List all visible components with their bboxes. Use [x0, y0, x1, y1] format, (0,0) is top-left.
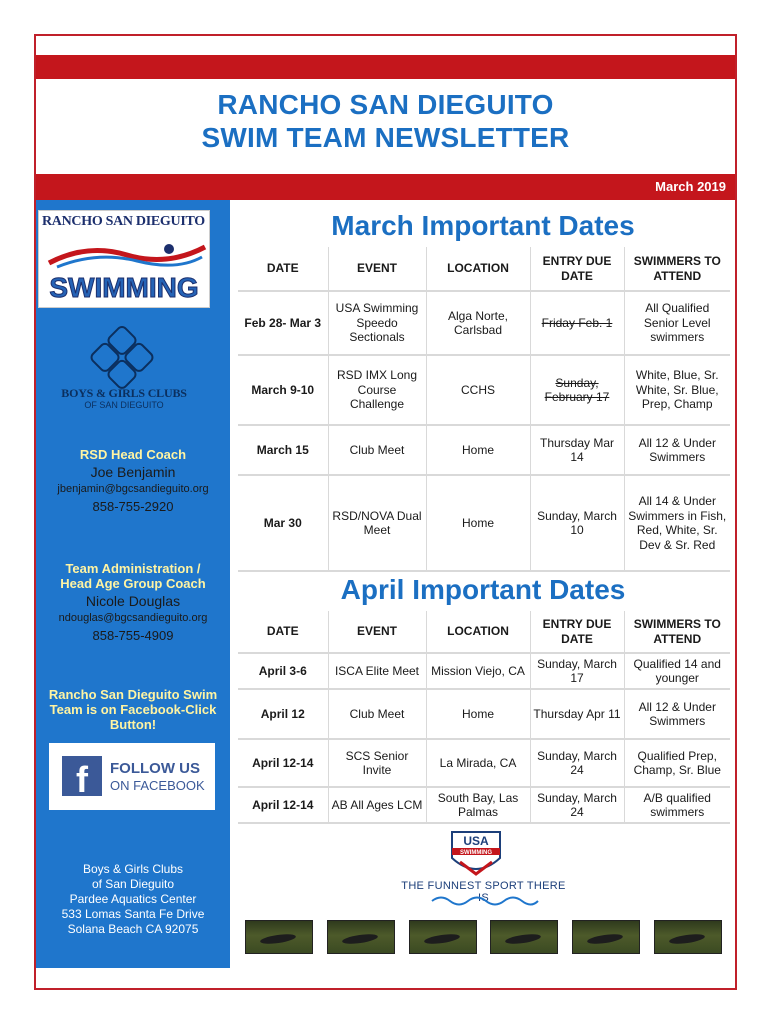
rsd-swimming-logo: [38, 210, 210, 308]
row-date: Feb 28- Mar 3: [238, 291, 328, 355]
swimmer-icon: [47, 237, 207, 273]
row-date: March 9-10: [238, 355, 328, 425]
header-entry-due: ENTRY DUE DATE: [530, 611, 624, 653]
issue-date-bar: [36, 174, 735, 200]
table-header-row: [238, 611, 730, 653]
row-date: March 15: [238, 425, 328, 475]
row-event: ISCA Elite Meet: [328, 653, 426, 689]
table-row: [238, 355, 730, 425]
head-coach-block: [36, 447, 230, 514]
header-event: EVENT: [328, 611, 426, 653]
april-schedule-table: [238, 611, 730, 824]
row-date: Mar 30: [238, 475, 328, 571]
row-swimmers: White, Blue, Sr. White, Sr. Blue, Prep, Champ: [624, 355, 730, 425]
table-row: [238, 689, 730, 739]
swimming-wordmark-icon: [41, 271, 207, 303]
row-entry-due: Sunday, March 24: [530, 739, 624, 787]
usa-swimming-logo-icon: [446, 828, 506, 880]
row-location: Home: [426, 425, 530, 475]
address-line: Boys & Girls Clubs: [82, 862, 184, 876]
swimmer-photo: [490, 920, 558, 954]
march-section-title: March Important Dates: [331, 210, 635, 241]
admin-email[interactable]: ndouglas@bgcsandieguito.org: [58, 612, 208, 624]
admin-block: [36, 561, 230, 643]
facebook-follow-text: FOLLOW US: [110, 760, 200, 777]
logo-bottom-text: SWIMMING: [49, 272, 199, 303]
table-row: [238, 739, 730, 787]
bgc-subtitle: OF SAN DIEGUITO: [84, 400, 164, 410]
admin-role-line-1: Team Administration /: [65, 561, 201, 576]
address-line: Pardee Aquatics Center: [69, 892, 197, 906]
title-line-2: SWIM TEAM NEWSLETTER: [201, 122, 570, 153]
row-swimmers: Qualified Prep, Champ, Sr. Blue: [624, 739, 730, 787]
admin-phone: 858-755-4909: [92, 628, 174, 643]
head-coach-phone: 858-755-2920: [92, 499, 174, 514]
row-event: USA Swimming Speedo Sectionals: [328, 291, 426, 355]
row-event: AB All Ages LCM: [328, 787, 426, 823]
row-location: Mission Viejo, CA: [426, 653, 530, 689]
logo-top-text: RANCHO SAN DIEGUITO: [42, 214, 205, 229]
facebook-note-line-2: Team is on Facebook-Click: [49, 702, 217, 717]
row-date: April 12-14: [238, 787, 328, 823]
row-entry-due: Sunday, March 24: [530, 787, 624, 823]
header-location: LOCATION: [426, 611, 530, 653]
row-swimmers: Qualified 14 and younger: [624, 653, 730, 689]
header-event: EVENT: [328, 247, 426, 291]
header-date: DATE: [238, 247, 328, 291]
row-location: Home: [426, 475, 530, 571]
facebook-note: [36, 687, 230, 732]
head-coach-role: RSD Head Coach: [79, 447, 187, 462]
facebook-on-text: ON FACEBOOK: [110, 778, 205, 793]
admin-role-line-2: Head Age Group Coach: [60, 576, 206, 591]
table-row: [238, 475, 730, 571]
title-line-1: RANCHO SAN DIEGUITO: [217, 89, 554, 120]
head-coach-name: Joe Benjamin: [90, 464, 176, 480]
row-entry-due: Sunday, March 17: [530, 653, 624, 689]
address-line: Solana Beach CA 92075: [67, 922, 199, 936]
header-date: DATE: [238, 611, 328, 653]
row-entry-due: Thursday Mar 14: [530, 425, 624, 475]
row-location: Home: [426, 689, 530, 739]
facebook-note-line-3: Button!: [109, 717, 157, 732]
row-event: Club Meet: [328, 425, 426, 475]
row-event: RSD/NOVA Dual Meet: [328, 475, 426, 571]
row-entry-due: Thursday Apr 11: [530, 689, 624, 739]
row-entry-due: Sunday, February 17: [530, 355, 624, 425]
table-row: [238, 653, 730, 689]
club-address: [36, 862, 230, 937]
facebook-follow-button[interactable]: [49, 743, 215, 810]
row-location: Alga Norte, Carlsbad: [426, 291, 530, 355]
row-swimmers: A/B qualified swimmers: [624, 787, 730, 823]
swimmer-photo: [327, 920, 395, 954]
header-swimmers: SWIMMERS TO ATTEND: [624, 611, 730, 653]
wave-icon: [430, 894, 540, 908]
bgc-name: BOYS & GIRLS CLUBS: [61, 386, 187, 400]
row-entry-due: Sunday, March 10: [530, 475, 624, 571]
svg-text:SWIMMING: SWIMMING: [460, 850, 492, 856]
april-section-title: April Important Dates: [340, 574, 626, 605]
row-entry-due: Friday Feb. 1: [530, 291, 624, 355]
table-row: [238, 425, 730, 475]
row-location: CCHS: [426, 355, 530, 425]
row-event: Club Meet: [328, 689, 426, 739]
address-line: of San Dieguito: [91, 877, 175, 891]
row-event: SCS Senior Invite: [328, 739, 426, 787]
header-entry-due: ENTRY DUE DATE: [530, 247, 624, 291]
row-swimmers: All 14 & Under Swimmers in Fish, Red, White, Sr. Dev & Sr. Red: [624, 475, 730, 571]
admin-name: Nicole Douglas: [85, 593, 181, 609]
row-location: La Mirada, CA: [426, 739, 530, 787]
header-location: LOCATION: [426, 247, 530, 291]
usa-swimming-tagline: THE FUNNEST SPORT THERE IS: [401, 880, 566, 904]
march-schedule-table: [238, 247, 730, 572]
table-header-row: [238, 247, 730, 291]
table-row: [238, 787, 730, 823]
row-swimmers: All Qualified Senior Level swimmers: [624, 291, 730, 355]
svg-text:USA: USA: [463, 834, 489, 848]
row-date: April 12-14: [238, 739, 328, 787]
header-swimmers: SWIMMERS TO ATTEND: [624, 247, 730, 291]
swimmer-photo: [654, 920, 722, 954]
head-coach-email[interactable]: jbenjamin@bgcsandieguito.org: [57, 483, 209, 495]
row-location: South Bay, Las Palmas: [426, 787, 530, 823]
row-date: April 12: [238, 689, 328, 739]
newsletter-title: [36, 88, 735, 154]
row-swimmers: All 12 & Under Swimmers: [624, 425, 730, 475]
top-red-bar: [36, 55, 735, 79]
issue-date: March 2019: [655, 179, 726, 194]
row-swimmers: All 12 & Under Swimmers: [624, 689, 730, 739]
swimmer-photo: [245, 920, 313, 954]
facebook-note-line-1: Rancho San Dieguito Swim: [48, 687, 218, 702]
table-row: [238, 291, 730, 355]
facebook-icon: f: [62, 756, 102, 796]
swimmer-photo: [409, 920, 477, 954]
row-date: April 3-6: [238, 653, 328, 689]
row-event: RSD IMX Long Course Challenge: [328, 355, 426, 425]
address-line: 533 Lomas Santa Fe Drive: [61, 907, 205, 921]
swimmer-photo: [572, 920, 640, 954]
